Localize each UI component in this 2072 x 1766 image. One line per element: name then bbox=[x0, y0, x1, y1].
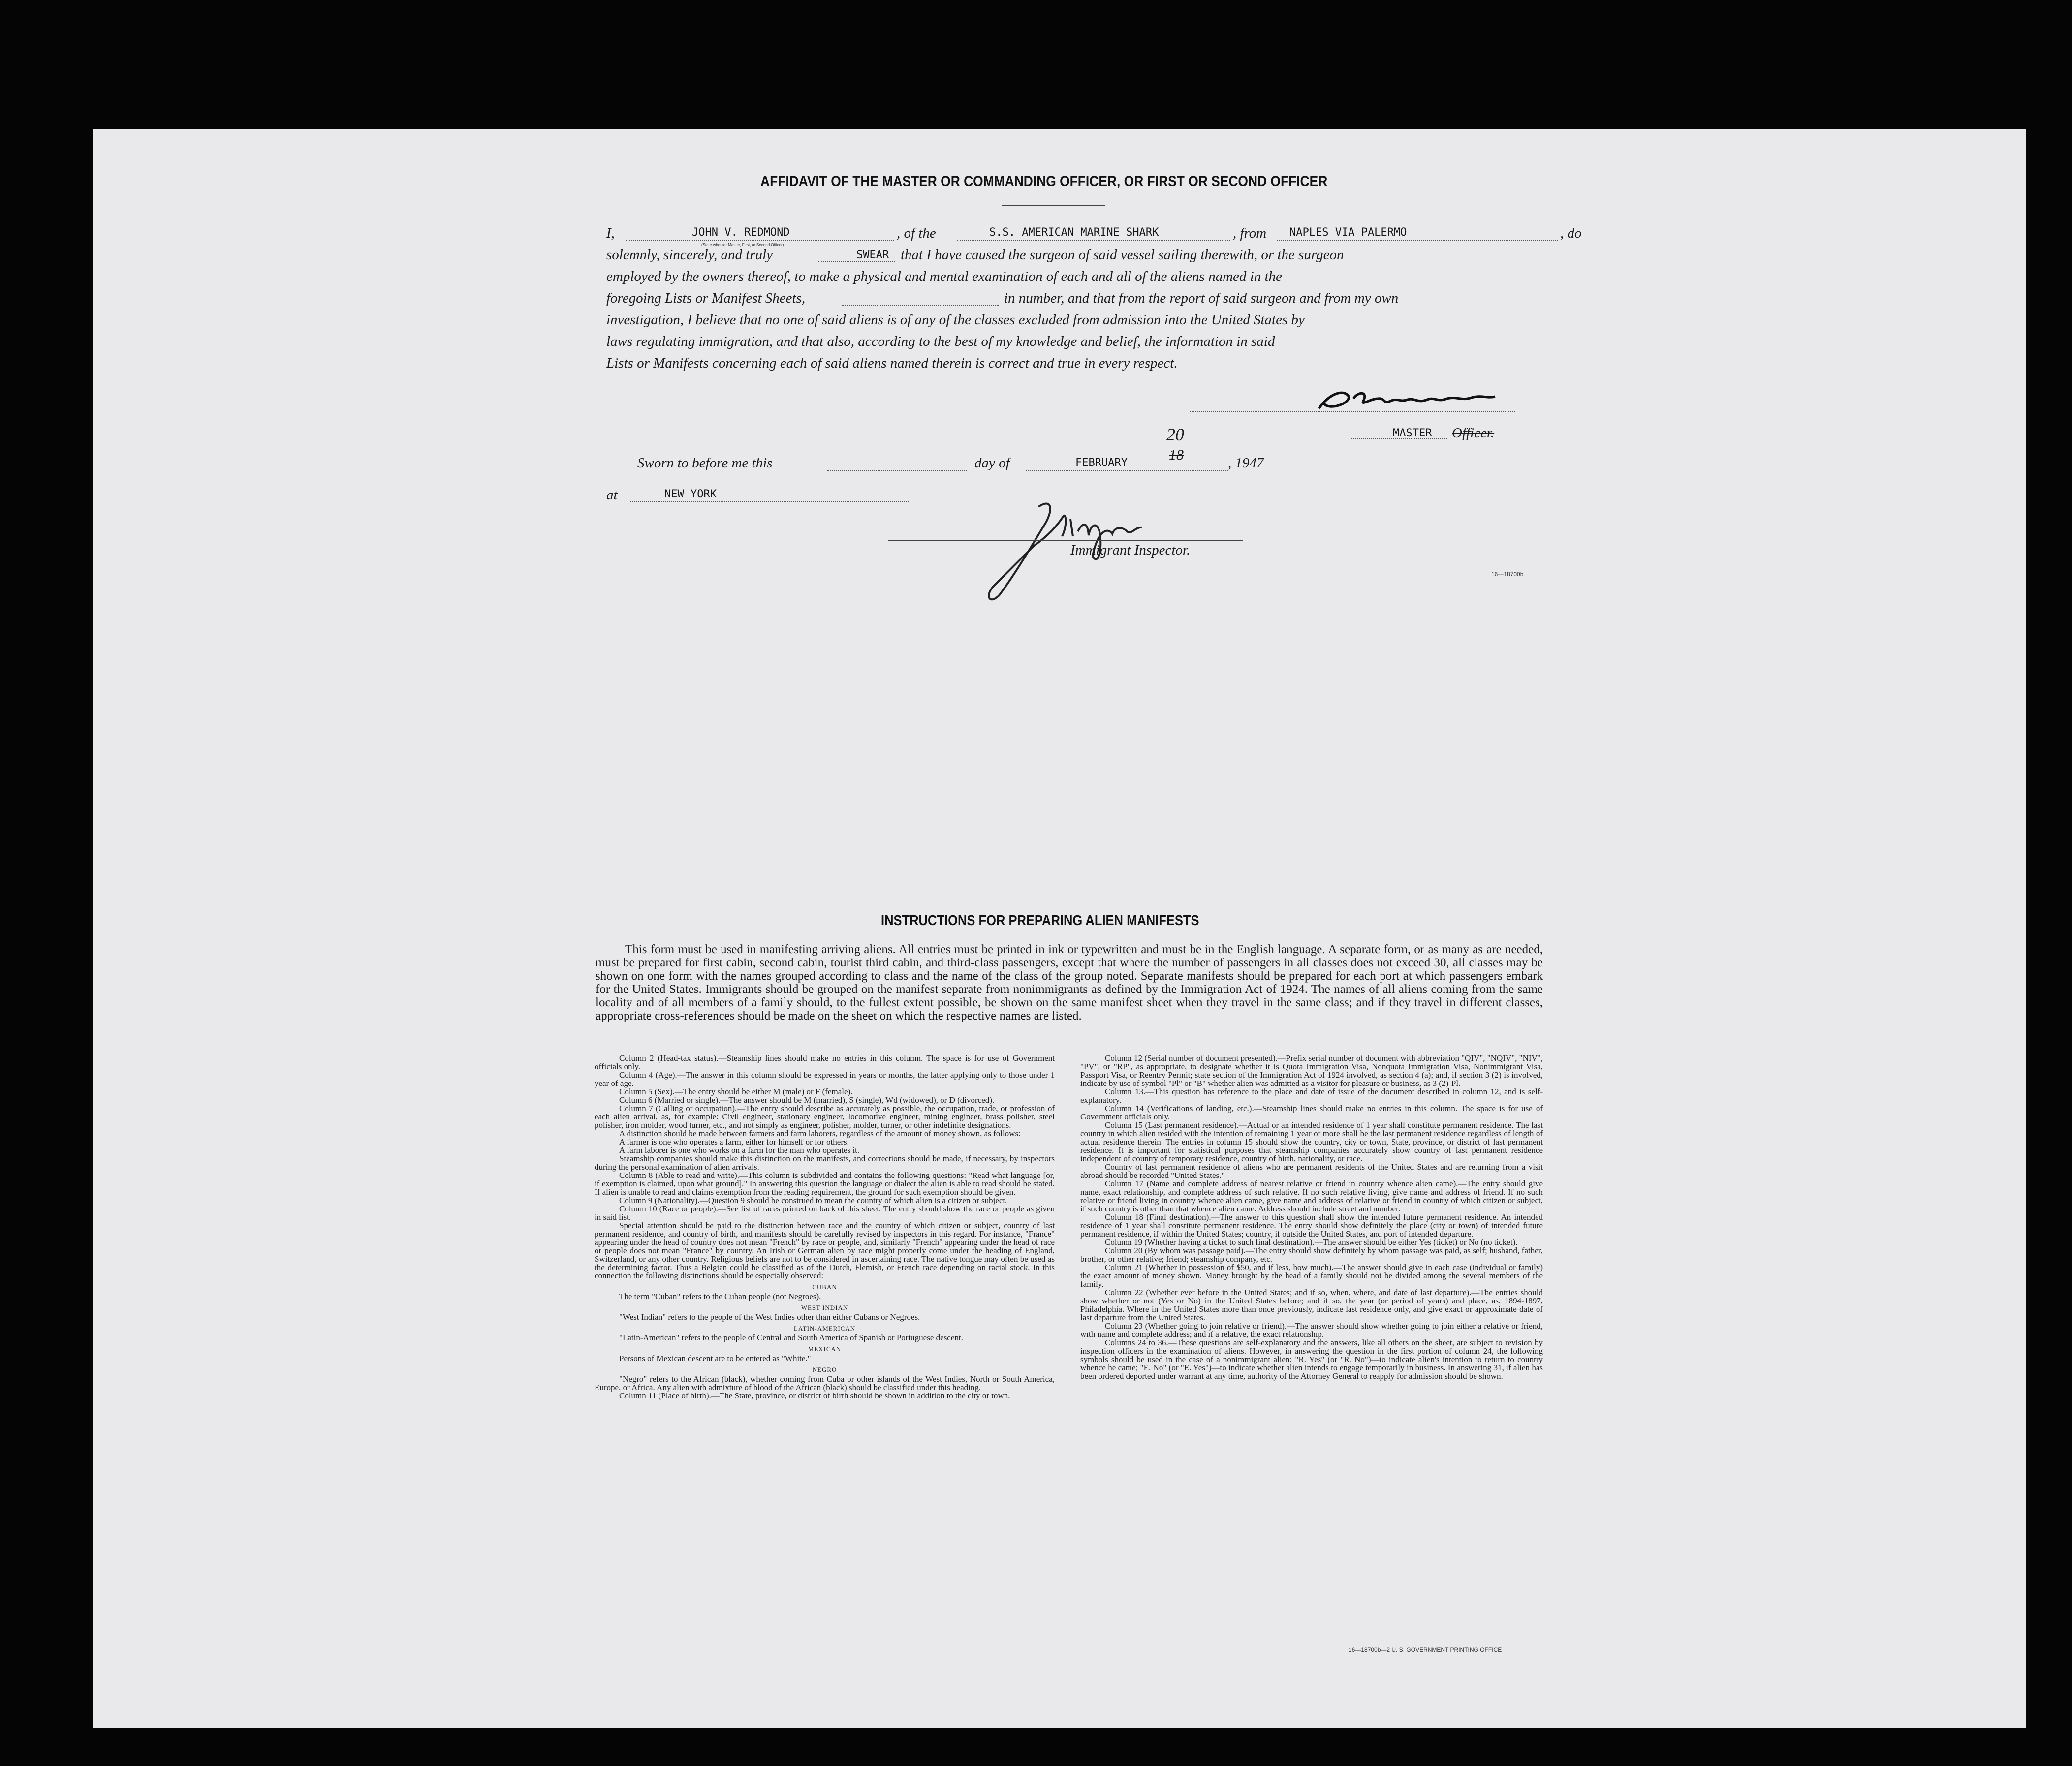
day-struck: 18 bbox=[1169, 447, 1184, 463]
form-number: 16—18700b bbox=[1491, 571, 1524, 578]
oath-word: SWEAR bbox=[856, 249, 889, 261]
col-paragraph: Column 20 (By whom was passage paid).—The entry should show definitely by whom passage was paid, as self; husband, father, brother, or other relative; friend; steamship company, etc. bbox=[1080, 1246, 1543, 1264]
dotted-line bbox=[628, 501, 910, 502]
race-text-negro: "Negro" refers to the African (black), whether coming from Cuba or other islands of the West Indies, North or South America, Europe, or Africa. Any alien with admixture of blood of the African (black) should be classified under this heading. bbox=[595, 1374, 1055, 1392]
col-paragraph: Column 2 (Head-tax status).—Steamship lines should make no entries in this column. The space is for use of Government officials only. bbox=[595, 1053, 1055, 1071]
dotted-line bbox=[1277, 240, 1558, 241]
dotted-line bbox=[818, 261, 895, 262]
officer-note: (State whether Master, First, or Second Officer) bbox=[701, 243, 784, 247]
col-paragraph: Column 17 (Name and complete address of nearest relative or friend in country whence alien came).—The entry should give name, exact relationship, and complete address of such relative. If no such relative living, give name and address of friend. If no such relative or friend living in country whence alien came, give name and address of relative or friend in country of which citizen or subject, if such country is other than that whence alien came. Address should include street and number. bbox=[1080, 1179, 1543, 1213]
inspector-signature-line bbox=[888, 540, 1243, 541]
race-heading-latin-american: LATIN-AMERICAN bbox=[793, 1325, 856, 1332]
race-text-mexican: Persons of Mexican descent are to be entered as "White." bbox=[619, 1354, 811, 1363]
i-label: I, bbox=[606, 225, 615, 241]
rank-suffix: Officer. bbox=[1452, 425, 1495, 441]
from-label: , from bbox=[1233, 225, 1267, 241]
race-heading-west-indian: WEST INDIAN bbox=[801, 1304, 848, 1311]
sworn-year: , 1947 bbox=[1228, 455, 1264, 471]
col-paragraph: A farm laborer is one who works on a farm for the man who operates it. bbox=[619, 1146, 860, 1155]
master-signature-line bbox=[1190, 411, 1515, 412]
col-paragraph: Column 12 (Serial number of document presented).—Prefix serial number of document with abbreviation "QIV", "NQIV", "NIV", "PV", or "RP", as appropriate, to designate whether it is Quota Immigration Visa, Nonquota Immigration Visa, Nonimmigrant Visa, Passport Visa, or Reentry Permit; state section of the Immigration Act of 1924 involved, as section 4 (a); and, if section 3 (2) is involved, indicate by use of symbol "Pl" or "B" whether alien was admitted as a visitor for pleasure or business, as 3 (2)-Pl. bbox=[1080, 1053, 1543, 1088]
col-paragraph: Columns 24 to 36.—These questions are self-explanatory and the answers, like all others on the sheet, are subject to revision by inspection officers in the examination of aliens. However, in answering the question in the first portion of column 24, the following symbols should be used in the case of a nonimmigrant alien: "R. Yes" (or "R. No")—to indicate alien's intention to return to country whence he came; "E. No" (or "E. Yes")—to indicate whether alien intends to engage temporarily in business. In answering 31, if alien has been ordered deported under warrant at any time, authority of the Attorney General to reapply for admission should be shown. bbox=[1080, 1338, 1543, 1381]
col-paragraph: Column 15 (Last permanent residence).—Actual or an intended residence of 1 year shall constitute permanent residence. The last country in which alien resided with the intention of remaining 1 year or more shall be the last permanent residence regardless of length of actual residence therein. The entries in column 15 should show the country, city or town, State, province, or district of last permanent residence. It is important for statistical purposes that steamship companies accurately show country of last permanent residence independent of country of temporary residence, country of birth, nationality, or race. bbox=[1080, 1120, 1543, 1163]
race-heading-negro: NEGRO bbox=[812, 1366, 837, 1373]
officer-name: JOHN V. REDMOND bbox=[692, 226, 790, 239]
affidavit-line-2b: that I have caused the surgeon of said vessel sailing therewith, or the surgeon bbox=[901, 247, 1344, 263]
master-signature bbox=[1309, 384, 1506, 418]
affidavit-line-3: employed by the owners thereof, to make a physical and mental examination of each and all of the aliens named in the bbox=[606, 269, 1282, 284]
col-paragraph: Column 18 (Final destination).—The answer to this question shall show the intended future permanent residence. An intended residence of 1 year shall constitute permanent residence. The entry should show definitely the place (city or town) of intended future permanent residence, if within the United States; country, if outside the United States, and port of intended departure. bbox=[1080, 1212, 1543, 1239]
col-paragraph: Column 8 (Able to read and write).—This column is subdivided and contains the following questions: "Read what language [or, if exemption is claimed, upon what ground]." In answering this question the language or dialect the alien is able to read should be stated. If alien is unable to read and claims exemption from the reading requirement, the ground for such exemption should be given. bbox=[595, 1171, 1055, 1197]
col-paragraph: Column 6 (Married or single).—The answer should be M (married), S (single), Wd (widowed), or D (divorced). bbox=[619, 1095, 995, 1105]
affidavit-title: AFFIDAVIT OF THE MASTER OR COMMANDING OFFICER, OR FIRST OR SECOND OFFICER bbox=[760, 173, 1328, 189]
at-label: at bbox=[606, 487, 618, 503]
sworn-place: NEW YORK bbox=[664, 488, 717, 500]
of-the-label: , of the bbox=[897, 225, 936, 241]
race-text-latin-american: "Latin-American" refers to the people of Central and South America of Spanish or Portuguese descent. bbox=[619, 1333, 963, 1342]
affidavit-line-7: Lists or Manifests concerning each of said aliens named therein is correct and true in every respect. bbox=[606, 355, 1178, 371]
col-paragraph: Column 9 (Nationality).—Question 9 should be construed to mean the country of which alien is a citizen or subject. bbox=[619, 1196, 1007, 1205]
instructions-title: INSTRUCTIONS FOR PREPARING ALIEN MANIFESTS bbox=[881, 913, 1199, 929]
dotted-line bbox=[1026, 470, 1228, 471]
col-paragraph: Steamship companies should make this distinction on the manifests, and corrections should be made, if necessary, by inspectors during the personal examination of alien arrivals. bbox=[595, 1154, 1055, 1172]
col-paragraph: Column 13.—This question has reference to the place and date of issue of the document described in column 12, and is self-explanatory. bbox=[1080, 1087, 1543, 1105]
race-heading-mexican: MEXICAN bbox=[808, 1345, 842, 1353]
col-paragraph: A farmer is one who operates a farm, either for himself or for others. bbox=[619, 1137, 849, 1146]
sworn-label: Sworn to before me this bbox=[637, 455, 773, 471]
day-correction: 20 bbox=[1166, 425, 1184, 444]
instructions-left-column bbox=[595, 1054, 1055, 1400]
affidavit-line-4b: in number, and that from the report of said surgeon and from my own bbox=[1004, 290, 1399, 306]
col-paragraph: Column 14 (Verifications of landing, etc.).—Steamship lines should make no entries in this column. The space is for use of Government officials only. bbox=[1080, 1104, 1543, 1121]
dotted-line bbox=[957, 240, 1230, 241]
affidavit-line-5: investigation, I believe that no one of said aliens is of any of the classes excluded from admission into the United States by bbox=[606, 312, 1305, 328]
affidavit-line-4a: foregoing Lists or Manifest Sheets, bbox=[606, 290, 806, 306]
dotted-line bbox=[842, 305, 999, 306]
affidavit-line-6: laws regulating immigration, and that also, according to the best of my knowledge and belief, the information in said bbox=[606, 334, 1275, 349]
col-paragraph: Column 21 (Whether in possession of $50, and if less, how much).—The answer should give in each case (individual or family) the exact amount of money shown. Money brought by the head of a family should not be divided among the several members of the family. bbox=[1080, 1263, 1543, 1289]
dotted-line bbox=[827, 470, 967, 471]
col-paragraph: Column 11 (Place of birth).—The State, province, or district of birth should be shown in addition to the city or town. bbox=[619, 1391, 1010, 1400]
do-label: , do bbox=[1560, 225, 1582, 241]
sworn-month: FEBRUARY bbox=[1075, 457, 1128, 469]
col-paragraph: Column 4 (Age).—The answer in this column should be expressed in years or months, the latter applying only to those under 1 year of age. bbox=[595, 1070, 1055, 1088]
printing-office-footer: 16—18700b—2 U. S. GOVERNMENT PRINTING OFFICE bbox=[1349, 1646, 1502, 1653]
col-paragraph: Column 10 (Race or people).—See list of races printed on back of this sheet. The entry should show the race or people as given in said list. bbox=[595, 1204, 1055, 1222]
instructions-right-column bbox=[1080, 1054, 1543, 1380]
day-of-label: day of bbox=[974, 455, 1010, 471]
officer-rank: MASTER bbox=[1393, 427, 1432, 439]
dotted-line bbox=[626, 240, 894, 241]
inspector-label: Immigrant Inspector. bbox=[1070, 542, 1191, 558]
title-underline bbox=[1002, 205, 1105, 206]
vessel-name: S.S. AMERICAN MARINE SHARK bbox=[989, 226, 1159, 239]
col-paragraph: Column 7 (Calling or occupation).—The entry should describe as accurately as possible, the occupation, trade, or profession of each alien arrival, as, for example: Civil engineer, stationary engineer, locomotive engineer, mining engineer, brass polisher, steel polisher, iron molder, wood turner, etc., and not simply as engineer, polisher, molder, turner, or other indefinite designations. bbox=[595, 1104, 1055, 1130]
col-paragraph: Column 5 (Sex).—The entry should be either M (male) or F (female). bbox=[619, 1087, 853, 1096]
race-text-cuban: The term "Cuban" refers to the Cuban people (not Negroes). bbox=[619, 1292, 821, 1301]
affidavit-line-2a: solemnly, sincerely, and truly bbox=[606, 247, 773, 263]
race-heading-cuban: CUBAN bbox=[812, 1283, 837, 1291]
col-paragraph: Column 23 (Whether going to join relative or friend).—The answer should show whether going to join either a relative or friend, with name and complete address; and if a relative, the exact relationship. bbox=[1080, 1321, 1543, 1339]
col-paragraph: A distinction should be made between farmers and farm laborers, regardless of the amount of money shown, as follows: bbox=[619, 1129, 1021, 1138]
instructions-intro: This form must be used in manifesting arriving aliens. All entries must be printed in ink or typewritten and must be in the English language. A separate form, or as many as are needed, must be prepared for first cabin, second cabin, tourist third cabin, and third-class passengers, except that where the number of passengers in all classes does not exceed 30, all classes may be shown on one form with the names grouped according to class and the name of the class of the group noted. Separate manifests should be prepared for each port at which passengers embark for the United States. Immigrants should be grouped on the manifest separate from nonimmigrants as defined by the Immigration Act of 1924. The names of all aliens coming from the same locality and of all members of a family should, to the fullest extent possible, be shown on the same manifest sheet when they travel in the same class; and if they travel in different classes, appropriate cross-references should be made on the sheet on which the respective names are listed. bbox=[596, 943, 1543, 1022]
race-text-west-indian: "West Indian" refers to the people of the West Indies other than either Cubans or Negroes. bbox=[619, 1312, 920, 1322]
col-paragraph: Column 22 (Whether ever before in the United States; and if so, when, where, and date of last departure).—The entries should show whether or not (Yes or No) in the United States before; and if so, the year (or period of years) and place, as, 1894-1897, Philadelphia. Where in the United States more than once previously, indicate last residence only, and give exact or approximate date of last departure from the United States. bbox=[1080, 1288, 1543, 1322]
col-paragraph: Special attention should be paid to the distinction between race and the country of which citizen or subject, country of last permanent residence, and country of birth, and manifests should be carefully revised by inspectors in this regard. For instance, "France" appearing under the head of country does not mean "French" by race or people, and, similarly "French" appearing under the head of race or people does not mean "France" by country. An Irish or German alien by race might properly come under the heading of England, Switzerland, or any other country. Religious beliefs are not to be considered in ascertaining race. The native tongue may often be used as the determining factor. Thus a Belgian could be classified as of the Dutch, Flemish, or French race depending on racial stock. In this connection the following distinctions should be especially observed: bbox=[595, 1221, 1055, 1280]
port-of-embarkation: NAPLES VIA PALERMO bbox=[1289, 226, 1407, 239]
col-paragraph: Column 19 (Whether having a ticket to such final destination).—The answer should be either Yes (ticket) or No (no ticket). bbox=[1105, 1238, 1518, 1247]
col-paragraph: Country of last permanent residence of aliens who are permanent residents of the United States and are returning from a visit abroad should be recorded "United States." bbox=[1080, 1162, 1543, 1180]
